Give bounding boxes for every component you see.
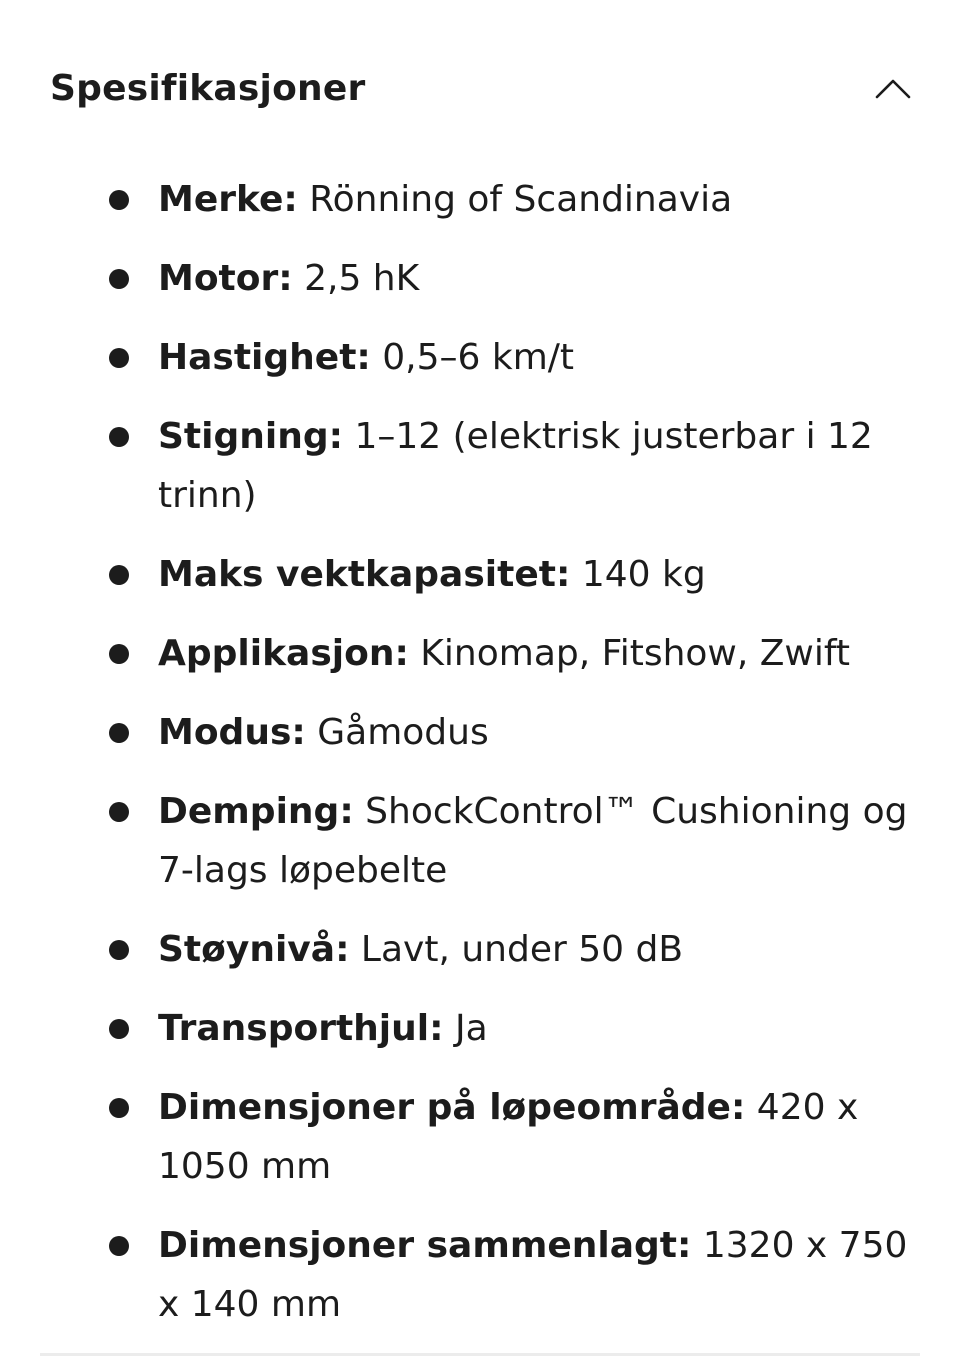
spec-value: 420 x 1050 mm xyxy=(158,1087,859,1187)
bullet-icon xyxy=(109,269,129,289)
spec-label: Dimensjoner på løpeområde: xyxy=(158,1087,746,1128)
spec-value: Gåmodus xyxy=(317,712,489,753)
spec-item-noise-level xyxy=(0,920,960,979)
spec-item-application xyxy=(0,624,960,683)
spec-item-speed xyxy=(0,328,960,387)
spec-value: ShockControl™ Cushioning og 7-lags løpebelte xyxy=(158,791,908,891)
spec-item-running-area-dimensions xyxy=(0,1078,960,1196)
spec-value: 1–12 (elektrisk justerbar i 12 trinn) xyxy=(158,416,873,516)
spec-value: Lavt, under 50 dB xyxy=(360,929,684,970)
spec-label: Hastighet: xyxy=(158,337,371,378)
bullet-icon xyxy=(109,940,129,960)
spec-label: Modus: xyxy=(158,712,306,753)
spec-item-brand xyxy=(0,170,960,229)
spec-item-motor xyxy=(0,249,960,308)
section-title: Spesifikasjoner xyxy=(50,67,366,109)
bullet-icon xyxy=(109,427,129,447)
spec-value: Rönning of Scandinavia xyxy=(309,179,733,220)
bullet-icon xyxy=(109,802,129,822)
bullet-icon xyxy=(109,190,129,210)
spec-item-damping xyxy=(0,782,960,900)
spec-value: 2,5 hK xyxy=(304,258,420,299)
spec-label: Applikasjon: xyxy=(158,633,409,674)
spec-label: Dimensjoner sammenlagt: xyxy=(158,1225,692,1266)
spec-value: Kinomap, Fitshow, Zwift xyxy=(420,633,851,674)
bullet-icon xyxy=(109,1019,129,1039)
spec-item-folded-dimensions xyxy=(0,1216,960,1334)
spec-value: Ja xyxy=(454,1008,488,1049)
bullet-icon xyxy=(109,723,129,743)
spec-item-max-weight xyxy=(0,545,960,604)
spec-value: 1320 x 750 x 140 mm xyxy=(158,1225,908,1325)
spec-value: 0,5–6 km/t xyxy=(382,337,575,378)
spec-item-mode xyxy=(0,703,960,762)
bullet-icon xyxy=(109,1098,129,1118)
bullet-icon xyxy=(109,565,129,585)
spec-label: Støynivå: xyxy=(158,929,350,970)
spec-item-incline xyxy=(0,407,960,525)
bullet-icon xyxy=(109,348,129,368)
bullet-icon xyxy=(109,644,129,664)
spec-label: Merke: xyxy=(158,179,298,220)
spec-value: 140 kg xyxy=(581,554,706,595)
chevron-up-icon[interactable] xyxy=(873,68,913,108)
specifications-accordion-header[interactable] xyxy=(50,60,910,116)
spec-list xyxy=(0,170,960,1354)
bullet-icon xyxy=(109,1236,129,1256)
spec-item-transport-wheels xyxy=(0,999,960,1058)
spec-label: Stigning: xyxy=(158,416,344,457)
spec-label: Demping: xyxy=(158,791,354,832)
spec-label: Transporthjul: xyxy=(158,1008,444,1049)
spec-label: Motor: xyxy=(158,258,293,299)
spec-label: Maks vektkapasitet: xyxy=(158,554,571,595)
